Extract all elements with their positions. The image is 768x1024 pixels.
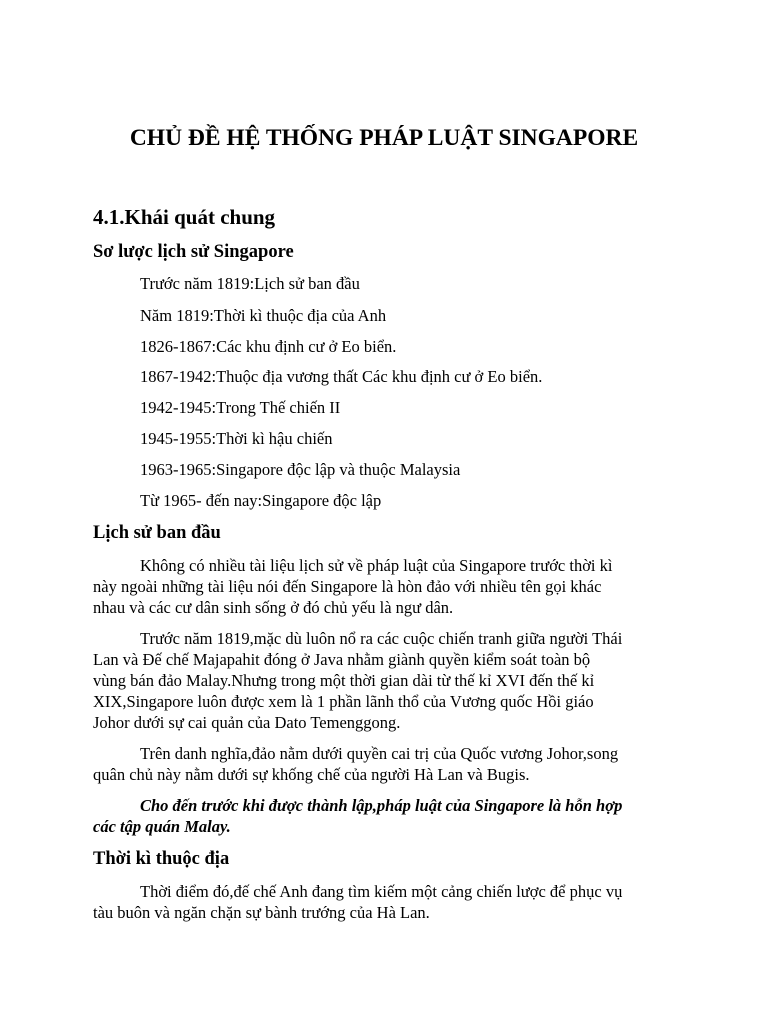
paragraph-line: tàu buôn và ngăn chặn sự bành trướng của Hà Lan. [93, 903, 430, 922]
timeline-item: 1963-1965:Singapore độc lập và thuộc Malaysia [140, 460, 461, 479]
body-paragraph [93, 743, 673, 785]
subsection-history-overview: Sơ lược lịch sử Singapore [93, 242, 294, 262]
body-paragraph [93, 881, 673, 923]
timeline-item: 1867-1942:Thuộc địa vương thất Các khu định cư ở Eo biển. [140, 367, 543, 386]
paragraph-line: quân chủ này nằm dưới sự khống chế của người Hà Lan và Bugis. [93, 765, 530, 784]
subsection-early-history: Lịch sử ban đầu [93, 523, 221, 543]
timeline-item: Từ 1965- đến nay:Singapore độc lập [140, 491, 382, 510]
timeline-item: 1942-1945:Trong Thế chiến II [140, 398, 341, 417]
document-title: CHỦ ĐỀ HỆ THỐNG PHÁP LUẬT SINGAPORE [129, 125, 639, 151]
subsection-colonial: Thời kì thuộc địa [93, 849, 230, 869]
emphasis-paragraph [93, 795, 673, 837]
paragraph-line: Cho đến trước khi được thành lập,pháp luật của Singapore là hỗn hợp [140, 796, 623, 815]
paragraph-line: vùng bán đảo Malay.Nhưng trong một thời gian dài từ thế kỉ XVI đến thế kỉ [93, 671, 595, 690]
paragraph-line: Không có nhiều tài liệu lịch sử về pháp luật của Singapore trước thời kì [140, 556, 613, 575]
paragraph-line: Thời điểm đó,đế chế Anh đang tìm kiếm một cảng chiến lược để phục vụ [140, 882, 623, 901]
timeline-item: 1826-1867:Các khu định cư ở Eo biển. [140, 337, 397, 356]
paragraph-line: nhau và các cư dân sinh sống ở đó chủ yếu là ngư dân. [93, 598, 454, 617]
paragraph-line: này ngoài những tài liệu nói đến Singapore là hòn đảo với nhiều tên gọi khác [93, 577, 602, 596]
paragraph-line: Trên danh nghĩa,đảo nằm dưới quyền cai trị của Quốc vương Johor,song [140, 744, 619, 763]
paragraph-line: Lan và Đế chế Majapahit đóng ở Java nhằm giành quyền kiểm soát toàn bộ [93, 650, 591, 669]
paragraph-line: XIX,Singapore luôn được xem là 1 phần lãnh thổ của Vương quốc Hồi giáo [93, 692, 594, 711]
body-paragraph [93, 628, 673, 733]
paragraph-line: các tập quán Malay. [93, 817, 231, 836]
paragraph-line: Trước năm 1819,mặc dù luôn nổ ra các cuộc chiến tranh giữa người Thái [140, 629, 623, 648]
paragraph-line: Johor dưới sự cai quản của Dato Temenggong. [93, 713, 401, 732]
section-heading: 4.1.Khái quát chung [93, 205, 276, 229]
body-paragraph [93, 555, 673, 618]
timeline-item: 1945-1955:Thời kì hậu chiến [140, 429, 333, 448]
timeline-item: Năm 1819:Thời kì thuộc địa của Anh [140, 306, 387, 325]
timeline-item: Trước năm 1819:Lịch sử ban đầu [140, 274, 360, 293]
